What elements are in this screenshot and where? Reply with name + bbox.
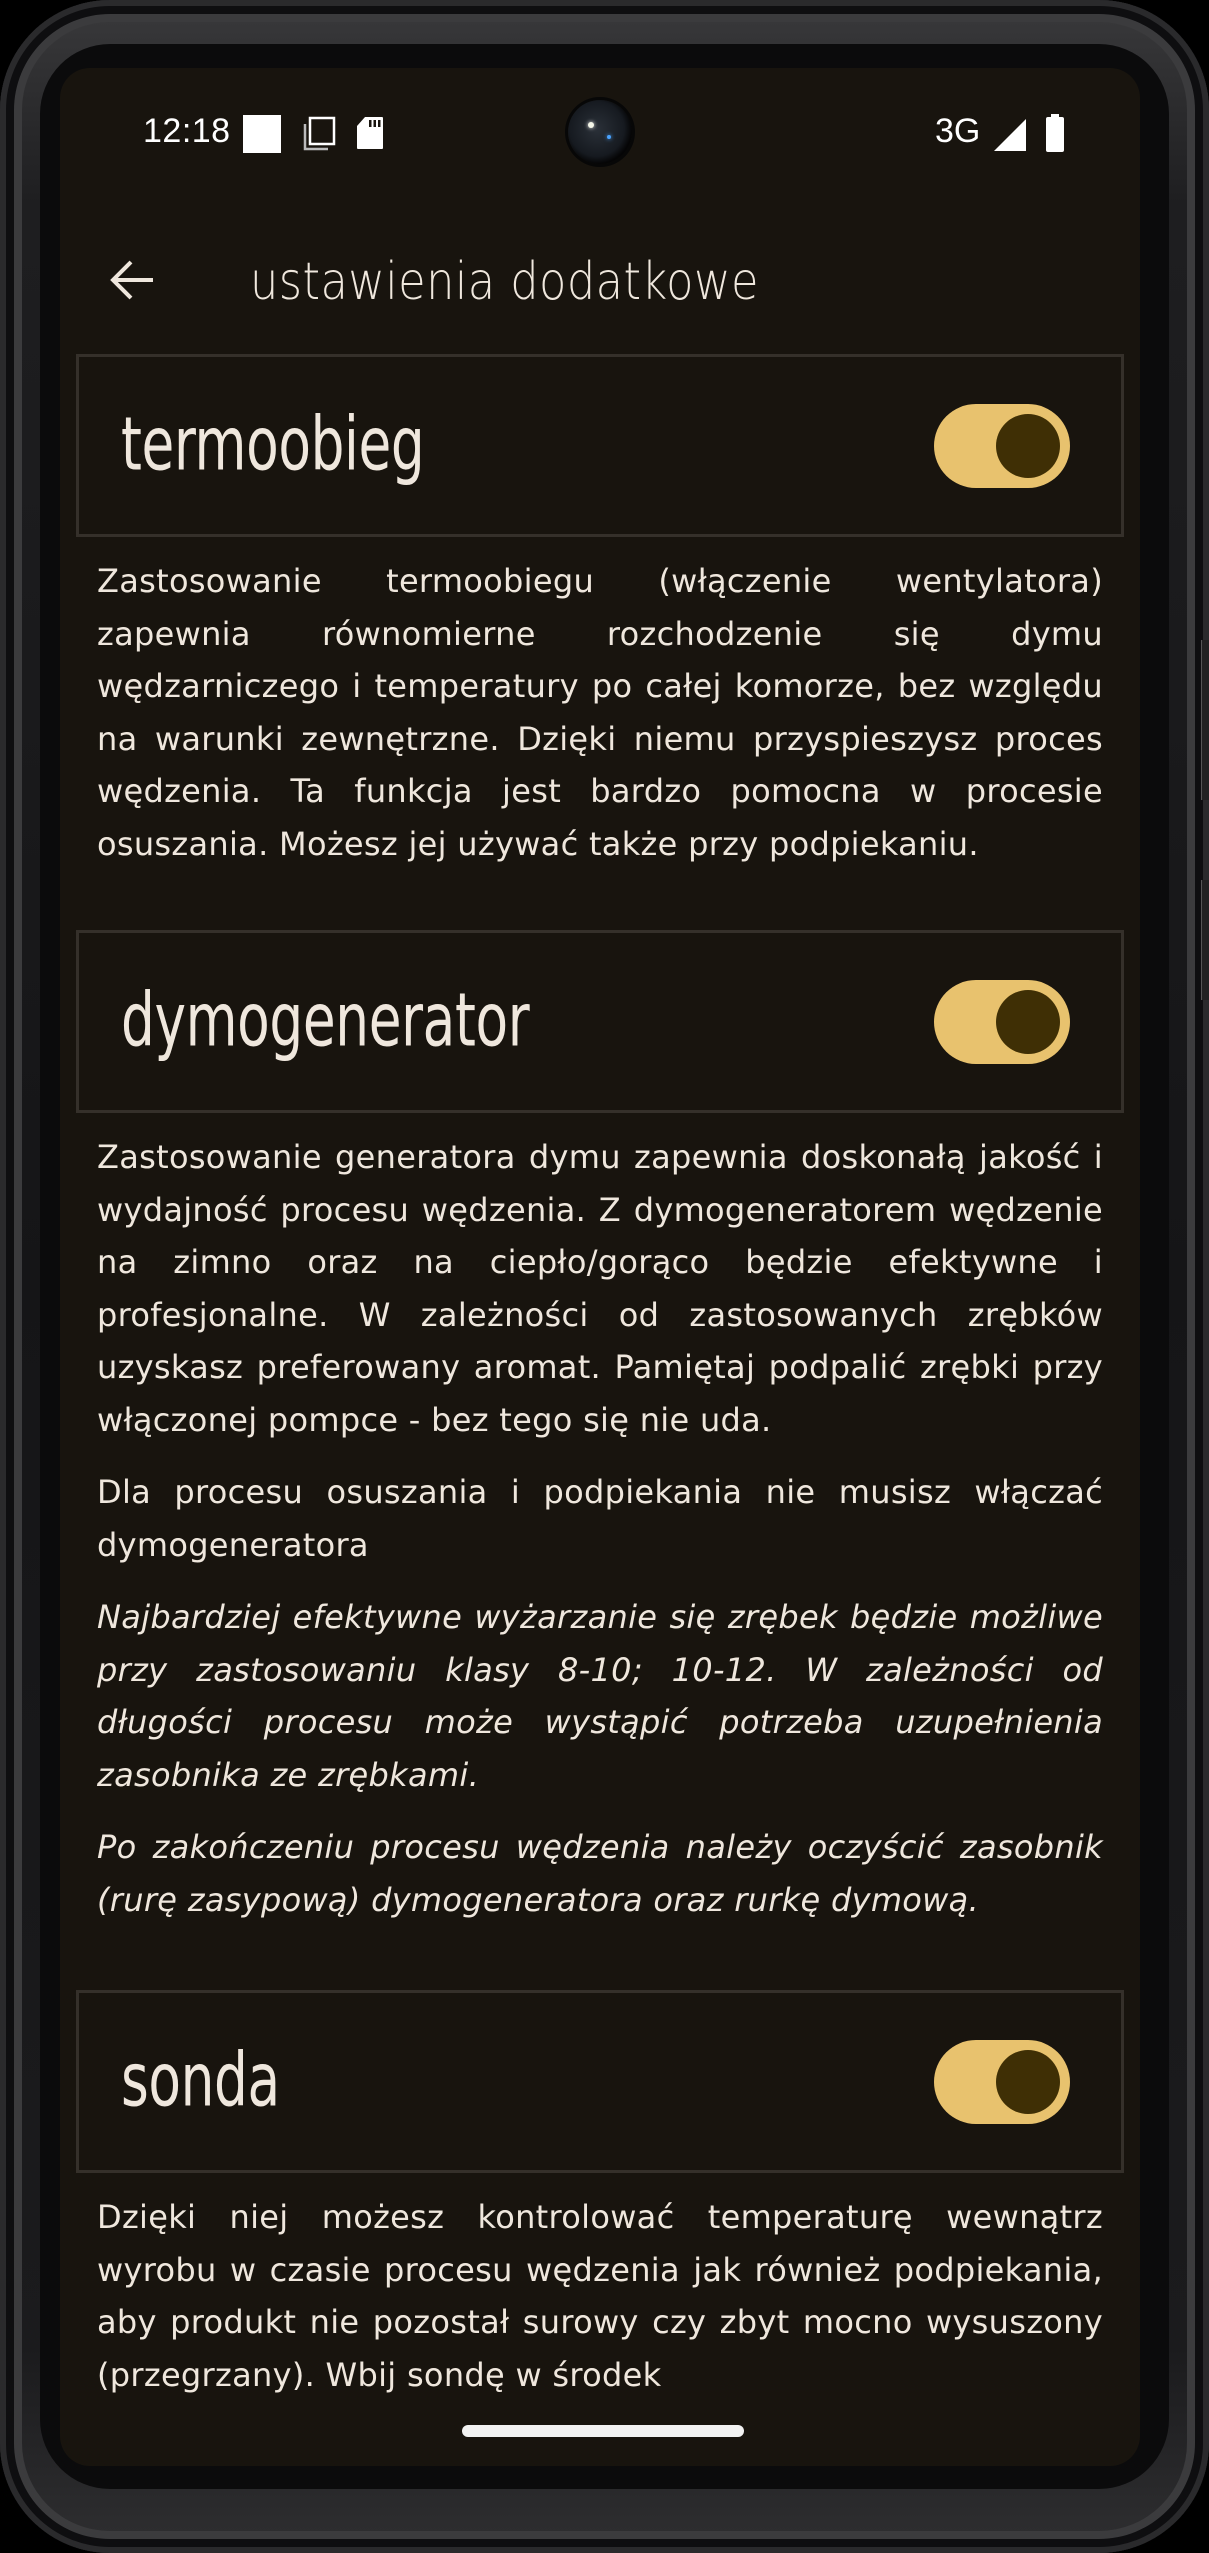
- description-note: Najbardziej efektywne wyżarzanie się zrębek będzie możliwe przy zastosowaniu klasy 8-10; 10-12. W zależności od długości procesu może wystąpić potrzeba uzupełnienia zasobnika ze zrębkami.: [97, 1598, 1103, 1794]
- setting-title: termoobieg: [121, 400, 425, 487]
- dymogenerator-toggle[interactable]: [934, 980, 1070, 1064]
- toggle-thumb: [996, 990, 1060, 1054]
- page-title: ustawienia dodatkowe: [250, 252, 759, 312]
- app-bar: [60, 218, 1140, 338]
- setting-description-dymogenerator: [60, 1113, 1140, 1926]
- signal-icon: [993, 118, 1027, 152]
- arrow-left-icon: [109, 257, 155, 303]
- setting-title: sonda: [121, 2036, 280, 2123]
- description-paragraph: Dzięki niej możesz kontrolować temperaturę wewnątrz wyrobu w czasie procesu wędzenia jak również podpiekania, aby produkt nie pozostał surowy czy zbyt mocno wysuszony (przegrzany). Wbij sondę w środek: [97, 2198, 1103, 2394]
- termoobieg-toggle[interactable]: [934, 404, 1070, 488]
- status-time: 12:18: [143, 112, 231, 150]
- toggle-thumb: [996, 414, 1060, 478]
- sonda-toggle[interactable]: [934, 2040, 1070, 2124]
- front-camera: [568, 100, 632, 164]
- setting-description-sonda: [60, 2173, 1140, 2401]
- sd-card-icon: [356, 116, 384, 150]
- power-button: [1201, 640, 1209, 800]
- description-note: Po zakończeniu procesu wędzenia należy oczyścić zasobnik (rurę zasypową) dymogeneratora oraz rurkę dymową.: [97, 1828, 1103, 1919]
- setting-description-termoobieg: [60, 537, 1140, 870]
- description-paragraph: Zastosowanie termoobiegu (włączenie wentylatora) zapewnia równomierne rozchodzenie się dymu wędzarniczego i temperatury po całej komorze, bez względu na warunki zewnętrzne. Dzięki niemu przyspieszysz proces wędzenia. Ta funkcja jest bardzo pomocna w procesie osuszania. Możesz jej używać także przy podpiekaniu.: [97, 562, 1103, 863]
- home-indicator[interactable]: [462, 2425, 744, 2437]
- screens-icon: [302, 116, 336, 152]
- battery-icon: [1045, 114, 1065, 152]
- notification-square-icon: [243, 115, 281, 153]
- setting-card-sonda: [76, 1990, 1124, 2173]
- settings-list: [60, 354, 1140, 2421]
- status-bar: [60, 68, 1140, 198]
- setting-title: dymogenerator: [121, 976, 530, 1063]
- setting-card-termoobieg: [76, 354, 1124, 537]
- toggle-thumb: [996, 2050, 1060, 2114]
- description-paragraph: Dla procesu osuszania i podpiekania nie musisz włączać dymogeneratora: [97, 1473, 1103, 1564]
- description-paragraph: Zastosowanie generatora dymu zapewnia doskonałą jakość i wydajność procesu wędzenia. Z dymogeneratorem wędzenie na zimno oraz na ciepło/gorąco będzie efektywne i profesjonalne. W zależności od zastosowanych zrębków uzyskasz preferowany aromat. Pamiętaj podpalić zrębki przy włączonej pompce - bez tego się nie uda.: [97, 1138, 1103, 1439]
- volume-button: [1201, 880, 1209, 1000]
- screen: [60, 68, 1140, 2466]
- network-type: 3G: [935, 112, 981, 150]
- setting-card-dymogenerator: [76, 930, 1124, 1113]
- back-button[interactable]: [100, 248, 164, 312]
